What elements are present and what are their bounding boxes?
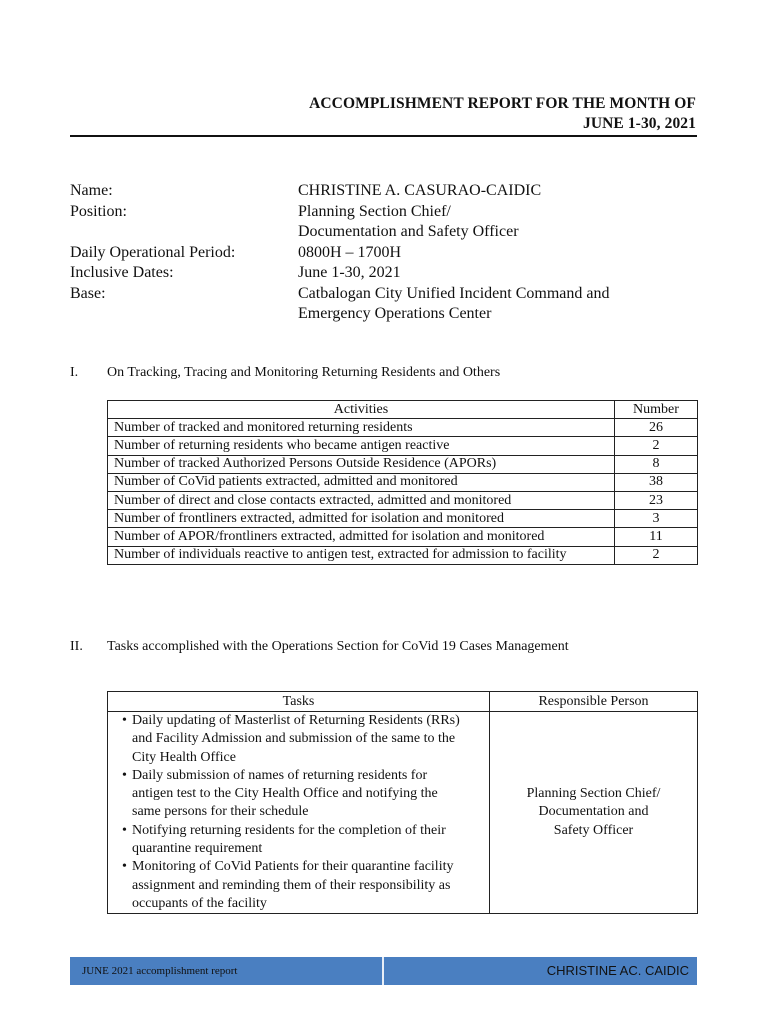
responsible-line3: Safety Officer [553,822,634,838]
activity-cell: Number of tracked Authorized Persons Outside Residence (APORs) [108,455,615,473]
table-row [108,455,698,473]
page-footer [70,957,697,985]
section1-number: I. [70,365,79,380]
list-item [124,767,483,822]
table-row [108,546,698,564]
name-value: CHRISTINE A. CASURAO-CAIDIC [298,182,542,199]
task-line: • Notifying returning residents for the completion of their [132,822,446,838]
activity-cell: Number of CoVid patients extracted, admitted and monitored [108,473,615,491]
section1-title: On Tracking, Tracing and Monitoring Returning Residents and Others [107,365,501,380]
list-item [124,822,483,859]
number-cell: 11 [615,528,698,546]
footer-right-text: CHRISTINE AC. CAIDIC [546,963,689,978]
col-activities: Activities [108,401,615,419]
activities-header-row [108,401,698,419]
period-label: Daily Operational Period: [70,243,236,261]
table-row [108,473,698,491]
report-title [309,94,696,134]
number-cell: 38 [615,473,698,491]
dates-label: Inclusive Dates: [70,264,174,281]
table-row [108,510,698,528]
table-row [108,712,698,914]
activity-cell: Number of individuals reactive to antigen test, extracted for admission to facility [108,546,615,564]
responsible-line1: Planning Section Chief/ [526,786,661,802]
report-title-line2: JUNE 1-30, 2021 [582,115,696,132]
task-line: same persons for their schedule [132,804,309,820]
position-value-line2: Documentation and Safety Officer [298,223,519,240]
table-row [108,491,698,509]
task-line: City Health Office [132,749,236,765]
number-cell: 23 [615,491,698,509]
footer-left-text: JUNE 2021 accomplishment report [82,965,238,977]
list-item [124,858,483,913]
activity-cell: Number of direct and close contacts extracted, admitted and monitored [108,491,615,509]
task-line: assignment and reminding them of their responsibility as [132,877,451,893]
tasks-header-row [108,692,698,712]
responsible-line2: Documentation and [538,804,649,820]
report-title-line1: ACCOMPLISHMENT REPORT FOR THE MONTH OF [309,95,696,112]
task-line: occupants of the facility [132,895,267,911]
activity-cell: Number of returning residents who became antigen reactive [108,437,615,455]
number-cell: 26 [615,419,698,437]
activities-table [107,400,698,565]
col-responsible: Responsible Person [490,692,698,712]
col-number: Number [615,401,698,419]
number-cell: 2 [615,437,698,455]
period-value: 0800H – 1700H [298,243,402,261]
position-label: Position: [70,202,127,220]
section2-number: II. [70,639,83,654]
section2-title: Tasks accomplished with the Operations Section for CoVid 19 Cases Management [107,639,569,654]
dates-value: June 1-30, 2021 [298,264,401,281]
responsible-cell [490,712,698,914]
tasks-list [114,712,483,913]
base-value-line1: Catbalogan City Unified Incident Command and [298,284,610,302]
name-label: Name: [70,182,113,199]
task-line: and Facility Admission and submission of the same to the [132,731,456,747]
position-value-line1: Planning Section Chief/ [298,202,451,220]
base-label: Base: [70,284,106,302]
title-divider [70,135,697,137]
number-cell: 8 [615,455,698,473]
tasks-cell [108,712,490,914]
table-row [108,437,698,455]
footer-divider [382,957,384,985]
activity-cell: Number of tracked and monitored returning residents [108,419,615,437]
table-row [108,419,698,437]
table-row [108,528,698,546]
task-line: • Monitoring of CoVid Patients for their quarantine facility [132,859,454,875]
task-line: • Daily submission of names of returning residents for [132,767,428,783]
base-value-line2: Emergency Operations Center [298,305,492,322]
activity-cell: Number of frontliners extracted, admitted for isolation and monitored [108,510,615,528]
tasks-table [107,691,698,914]
activity-cell: Number of APOR/frontliners extracted, admitted for isolation and monitored [108,528,615,546]
task-line: antigen test to the City Health Office and notifying the [132,786,438,802]
task-line: • Daily updating of Masterlist of Returning Residents (RRs) [132,713,460,728]
list-item [124,712,483,767]
col-tasks: Tasks [108,692,490,712]
number-cell: 2 [615,546,698,564]
task-line: quarantine requirement [132,841,263,857]
number-cell: 3 [615,510,698,528]
